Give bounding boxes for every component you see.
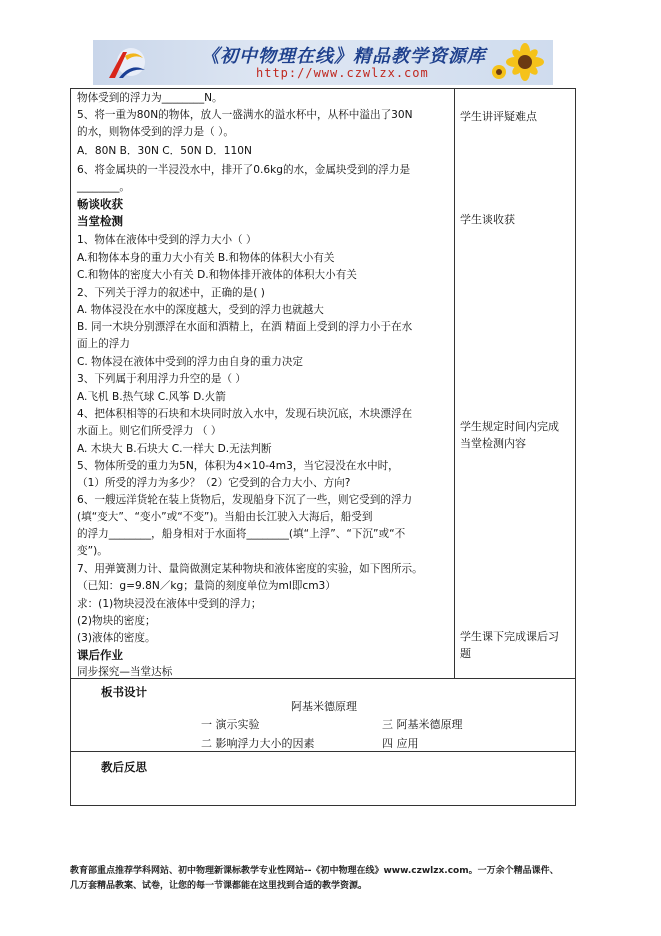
text-line: 5、物体所受的重力为5N，体积为4×10-4m3，当它浸没在水中时，: [77, 460, 399, 472]
section-heading: 当堂检测: [77, 214, 123, 228]
board-item-1: 一 演示实验: [201, 718, 260, 731]
text-line: 面上的浮力: [77, 338, 130, 350]
text-line: 4、把体积相等的石块和木块同时放入水中，发现石块沉底，木块漂浮在: [77, 408, 413, 420]
text-line: 1、物体在液体中受到的浮力大小（ ）: [77, 234, 257, 246]
column-divider: [454, 89, 455, 678]
note-homework-line1: 学生课下完成课后习: [460, 630, 559, 643]
text-line: 求：(1)物块浸没在液体中受到的浮力；: [77, 598, 262, 610]
text-line: (3)液体的密度。: [77, 632, 156, 644]
site-logo-icon: [101, 44, 149, 82]
text-line: 水面上。则它们所受浮力 （ ）: [77, 425, 222, 437]
text-line: 变”)。: [77, 545, 108, 557]
text-line: C.和物体的密度大小有关 D.和物体排开液体的体积大小有关: [77, 269, 357, 281]
board-item-4: 四 应用: [382, 737, 419, 750]
board-title: 阿基米德原理: [291, 700, 357, 713]
reflection-heading: 教后反思: [101, 760, 147, 774]
text-line: C. 物体浸在液体中受到的浮力由自身的重力决定: [77, 356, 304, 368]
text-line: （已知：g=9.8N／kg；量筒的刻度单位为ml即cm3）: [77, 580, 336, 592]
text-line: 3、下列属于利用浮力升空的是（ ）: [77, 373, 247, 385]
text-line: 的浮力________，船身相对于水面将________(填“上浮”、“下沉”或“不: [77, 528, 406, 540]
text-line: 2、下列关于浮力的叙述中，正确的是( ): [77, 287, 265, 299]
lesson-table: [70, 88, 576, 806]
text-line: B. 同一木块分别漂浮在水面和酒精上，在酒 精面上受到的浮力小于在水: [77, 321, 413, 333]
note-homework-line2: 题: [460, 647, 471, 660]
text-line: （1）所受的浮力为多少？（2）它受到的合力大小、方向?: [77, 477, 351, 489]
text-line: ________。: [77, 181, 130, 193]
text-line: 的水，则物体受到的浮力是（ ）。: [77, 126, 234, 138]
row-divider: [71, 751, 575, 752]
text-line: A.飞机 B.热气球 C.风筝 D.火箭: [77, 391, 226, 403]
site-banner: [93, 40, 553, 85]
section-heading: 课后作业: [77, 648, 123, 662]
text-line: 7、用弹簧测力计、量筒做测定某种物块和液体密度的实验，如下图所示。: [77, 563, 423, 575]
board-heading: 板书设计: [101, 685, 147, 699]
board-item-2: 二 影响浮力大小的因素: [201, 737, 315, 750]
note-test-line1: 学生规定时间内完成: [460, 420, 559, 433]
footer-line-1: 教育部重点推荐学科网站、初中物理新课标教学专业性网站--《初中物理在线》www.czwlzx.com。一万余个精品课件、: [70, 866, 559, 876]
sunflower-icon: [485, 42, 547, 84]
page-footer: [70, 864, 610, 894]
text-line: 物体受到的浮力为________N。: [77, 92, 223, 104]
text-line: A．80N B．30N C．50N D．110N: [77, 145, 252, 157]
footer-line-2: 几万套精品教案、试卷，让您的每一节课都能在这里找到合适的教学资源。: [70, 881, 368, 891]
text-line: 6、将金属块的一半浸没水中，排开了0.6kg的水，金属块受到的浮力是: [77, 164, 411, 176]
text-line: 同步探究—当堂达标: [77, 666, 173, 678]
board-item-3: 三 阿基米德原理: [382, 718, 463, 731]
row-divider: [71, 678, 575, 679]
text-line: (2)物块的密度；: [77, 615, 156, 627]
banner-title: 《初中物理在线》精品教学资源库: [201, 46, 486, 67]
text-line: A.和物体本身的重力大小有关 B.和物体的体积大小有关: [77, 252, 335, 264]
text-line: A. 木块大 B.石块大 C.一样大 D.无法判断: [77, 443, 272, 455]
banner-url[interactable]: http://www.czwlzx.com: [256, 66, 429, 80]
note-review: 学生讲评疑难点: [460, 110, 537, 123]
section-heading: 畅谈收获: [77, 197, 123, 211]
note-harvest: 学生谈收获: [460, 213, 515, 226]
text-line: A. 物体浸没在水中的深度越大，受到的浮力也就越大: [77, 304, 324, 316]
text-line: 5、将一重为80N的物体，放人一盛满水的溢水杯中，从杯中溢出了30N: [77, 109, 413, 121]
text-line: 6、一艘远洋货轮在装上货物后，发现船身下沉了一些，则它受到的浮力: [77, 494, 413, 506]
text-line: (填“变大”、“变小”或“不变”)。当船由长江驶入大海后，船受到: [77, 511, 373, 523]
note-test-line2: 当堂检测内容: [460, 437, 526, 450]
